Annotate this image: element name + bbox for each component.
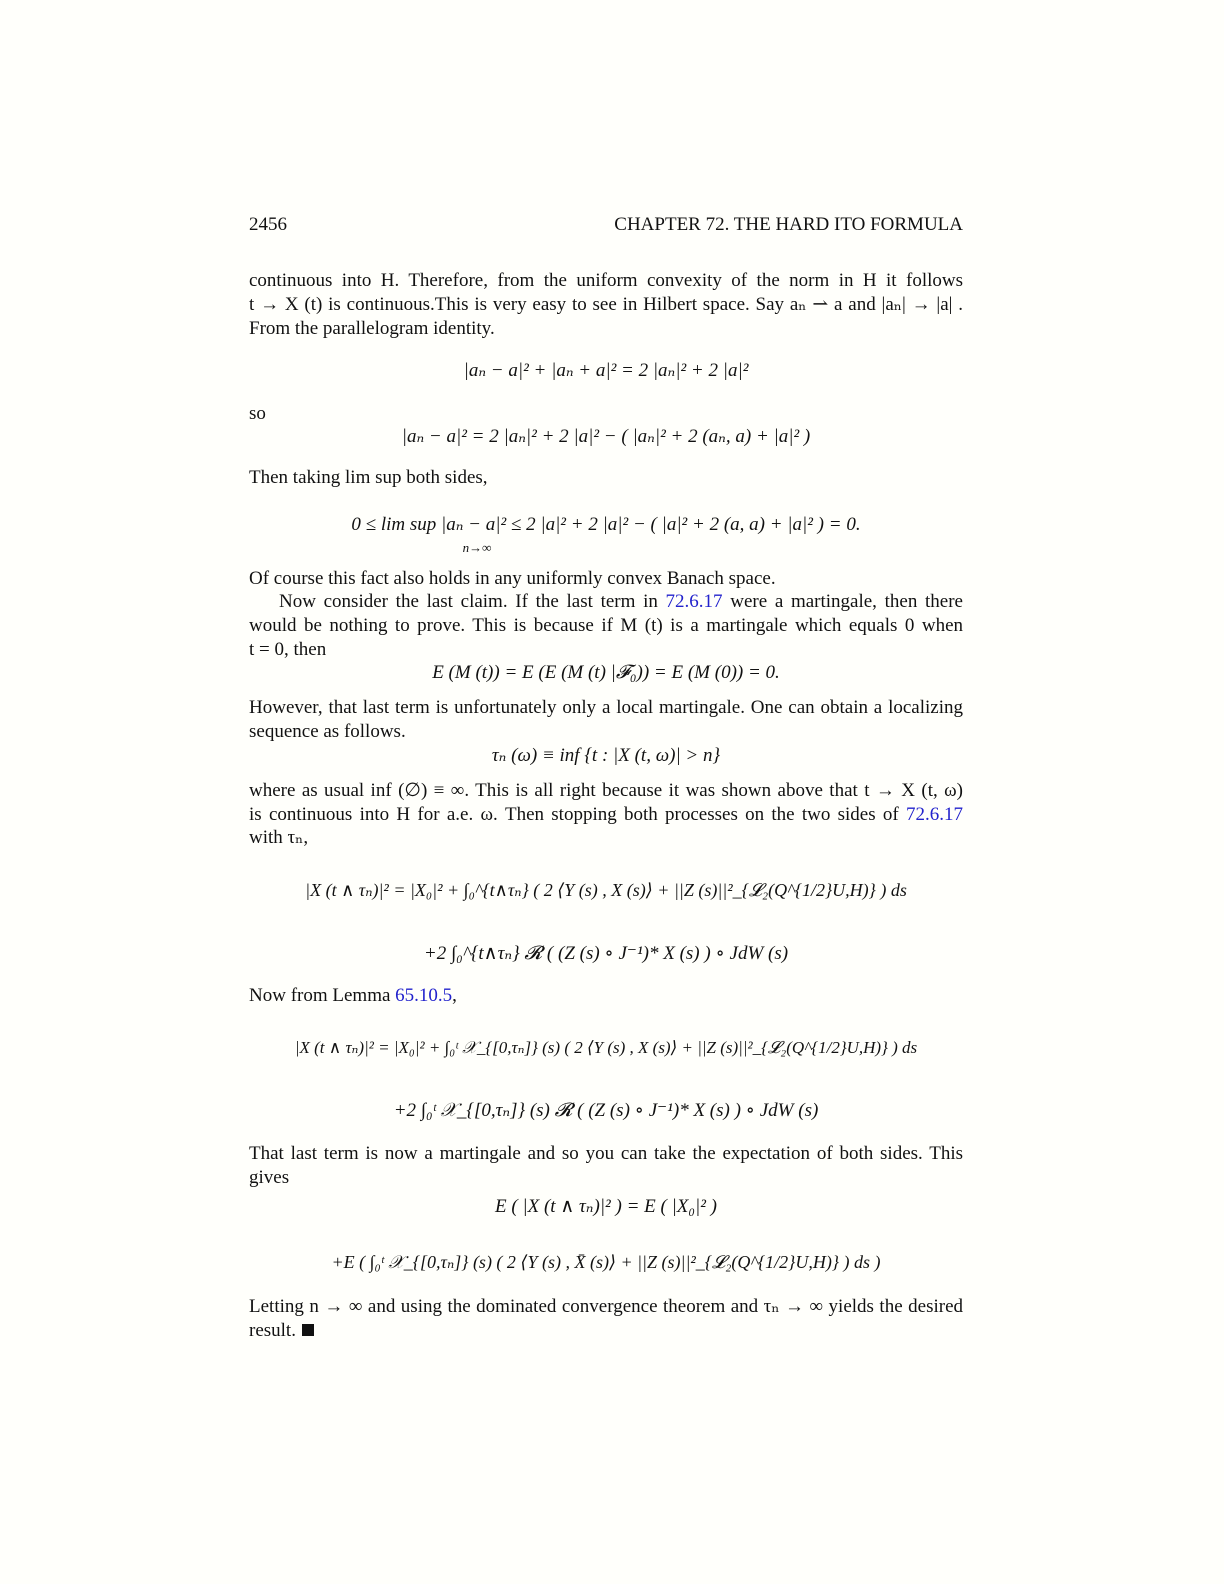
text: , <box>452 985 457 1006</box>
text-line: so <box>249 403 266 424</box>
lemma-link[interactable]: 65.10.5 <box>395 985 453 1006</box>
limit-subscript: n→∞ <box>462 540 492 555</box>
equation-link[interactable]: 72.6.17 <box>906 804 963 825</box>
text-line: Letting n → ∞ and using the dominated convergence theorem and τₙ → ∞ yields the desired <box>249 1296 963 1317</box>
text-line: continuous into H. Therefore, from the uniform convexity of the norm in H it follows <box>249 270 963 291</box>
text-line: From the parallelogram identity. <box>249 318 495 339</box>
chapter-title: CHAPTER 72. THE HARD ITO FORMULA <box>614 214 963 235</box>
text-line: t → X (t) is continuous.This is very easy to see in Hilbert space. Say aₙ ⇀ a and |aₙ| → |a| . <box>249 294 963 315</box>
text-line: would be nothing to prove. This is because if M (t) is a martingale which equals 0 when <box>249 615 963 636</box>
text-line: That last term is now a martingale and so you can take the expectation of both sides. This <box>249 1143 963 1164</box>
equation: +2 ∫₀ᵗ 𝒳_{[0,τₙ]} (s) 𝓡 ( (Z (s) ∘ J⁻¹)* X (s) ) ∘ JdW (s) <box>393 1100 819 1121</box>
text-line <box>249 984 963 1008</box>
text: result. <box>249 1320 296 1341</box>
equation: |X (t ∧ τₙ)|² = |X₀|² + ∫₀ᵗ 𝒳_{[0,τₙ]} (s) ( 2 ⟨Y (s) , X (s)⟩ + ||Z (s)||²_{𝓛₂(Q^{1/2}U,H)} ) ds <box>294 1038 918 1057</box>
equation: |X (t ∧ τₙ)|² = |X₀|² + ∫₀^{t∧τₙ} ( 2 ⟨Y (s) , X (s)⟩ + ||Z (s)||²_{𝓛₂(Q^{1/2}U,H)} ) ds <box>305 880 907 900</box>
text-line <box>249 803 963 827</box>
equation: +2 ∫₀^{t∧τₙ} 𝓡 ( (Z (s) ∘ J⁻¹)* X (s) ) ∘ JdW (s) <box>423 943 789 964</box>
text-line: gives <box>249 1167 290 1188</box>
text: were a martingale, then there <box>722 591 963 612</box>
text-line: sequence as follows. <box>249 721 406 742</box>
text-line <box>249 1319 963 1343</box>
equation: 0 ≤ lim sup |aₙ − a|² ≤ 2 |a|² + 2 |a|² − ( |a|² + 2 (a, a) + |a|² ) = 0. <box>351 514 861 535</box>
qed-square-icon <box>302 1324 314 1336</box>
page-header <box>249 213 963 237</box>
equation: E (M (t)) = E (E (M (t) |𝓕₀)) = E (M (0)) = 0. <box>432 662 780 683</box>
text-line: where as usual inf (∅) ≡ ∞. This is all right because it was shown above that t → X (t, ω) <box>249 780 963 801</box>
text-line: However, that last term is unfortunately only a local martingale. One can obtain a localizing <box>249 697 963 718</box>
text: is continuous into H for a.e. ω. Then stopping both processes on the two sides of <box>249 804 906 825</box>
text: Now consider the last claim. If the last term in <box>279 591 666 612</box>
text-line: t = 0, then <box>249 639 327 660</box>
equation-link[interactable]: 72.6.17 <box>665 591 723 612</box>
equation: E ( |X (t ∧ τₙ)|² ) = E ( |X₀|² ) <box>494 1196 718 1217</box>
text: Now from Lemma <box>249 985 396 1006</box>
text-line: Then taking lim sup both sides, <box>249 467 488 488</box>
text-line <box>279 590 963 614</box>
equation: |aₙ − a|² = 2 |aₙ|² + 2 |a|² − ( |aₙ|² + 2 (aₙ, a) + |a|² ) <box>401 426 811 447</box>
page-number: 2456 <box>249 214 287 235</box>
equation: τₙ (ω) ≡ inf {t : |X (t, ω)| > n} <box>491 745 721 766</box>
equation: +E ( ∫₀ᵗ 𝒳_{[0,τₙ]} (s) ( 2 ⟨Y (s) , X̄ (s)⟩ + ||Z (s)||²_{𝓛₂(Q^{1/2}U,H)} ) ds ) <box>331 1252 881 1272</box>
equation: |aₙ − a|² + |aₙ + a|² = 2 |aₙ|² + 2 |a|² <box>463 360 749 381</box>
text-line: Of course this fact also holds in any uniformly convex Banach space. <box>249 568 776 589</box>
text-line: with τₙ, <box>249 827 309 848</box>
